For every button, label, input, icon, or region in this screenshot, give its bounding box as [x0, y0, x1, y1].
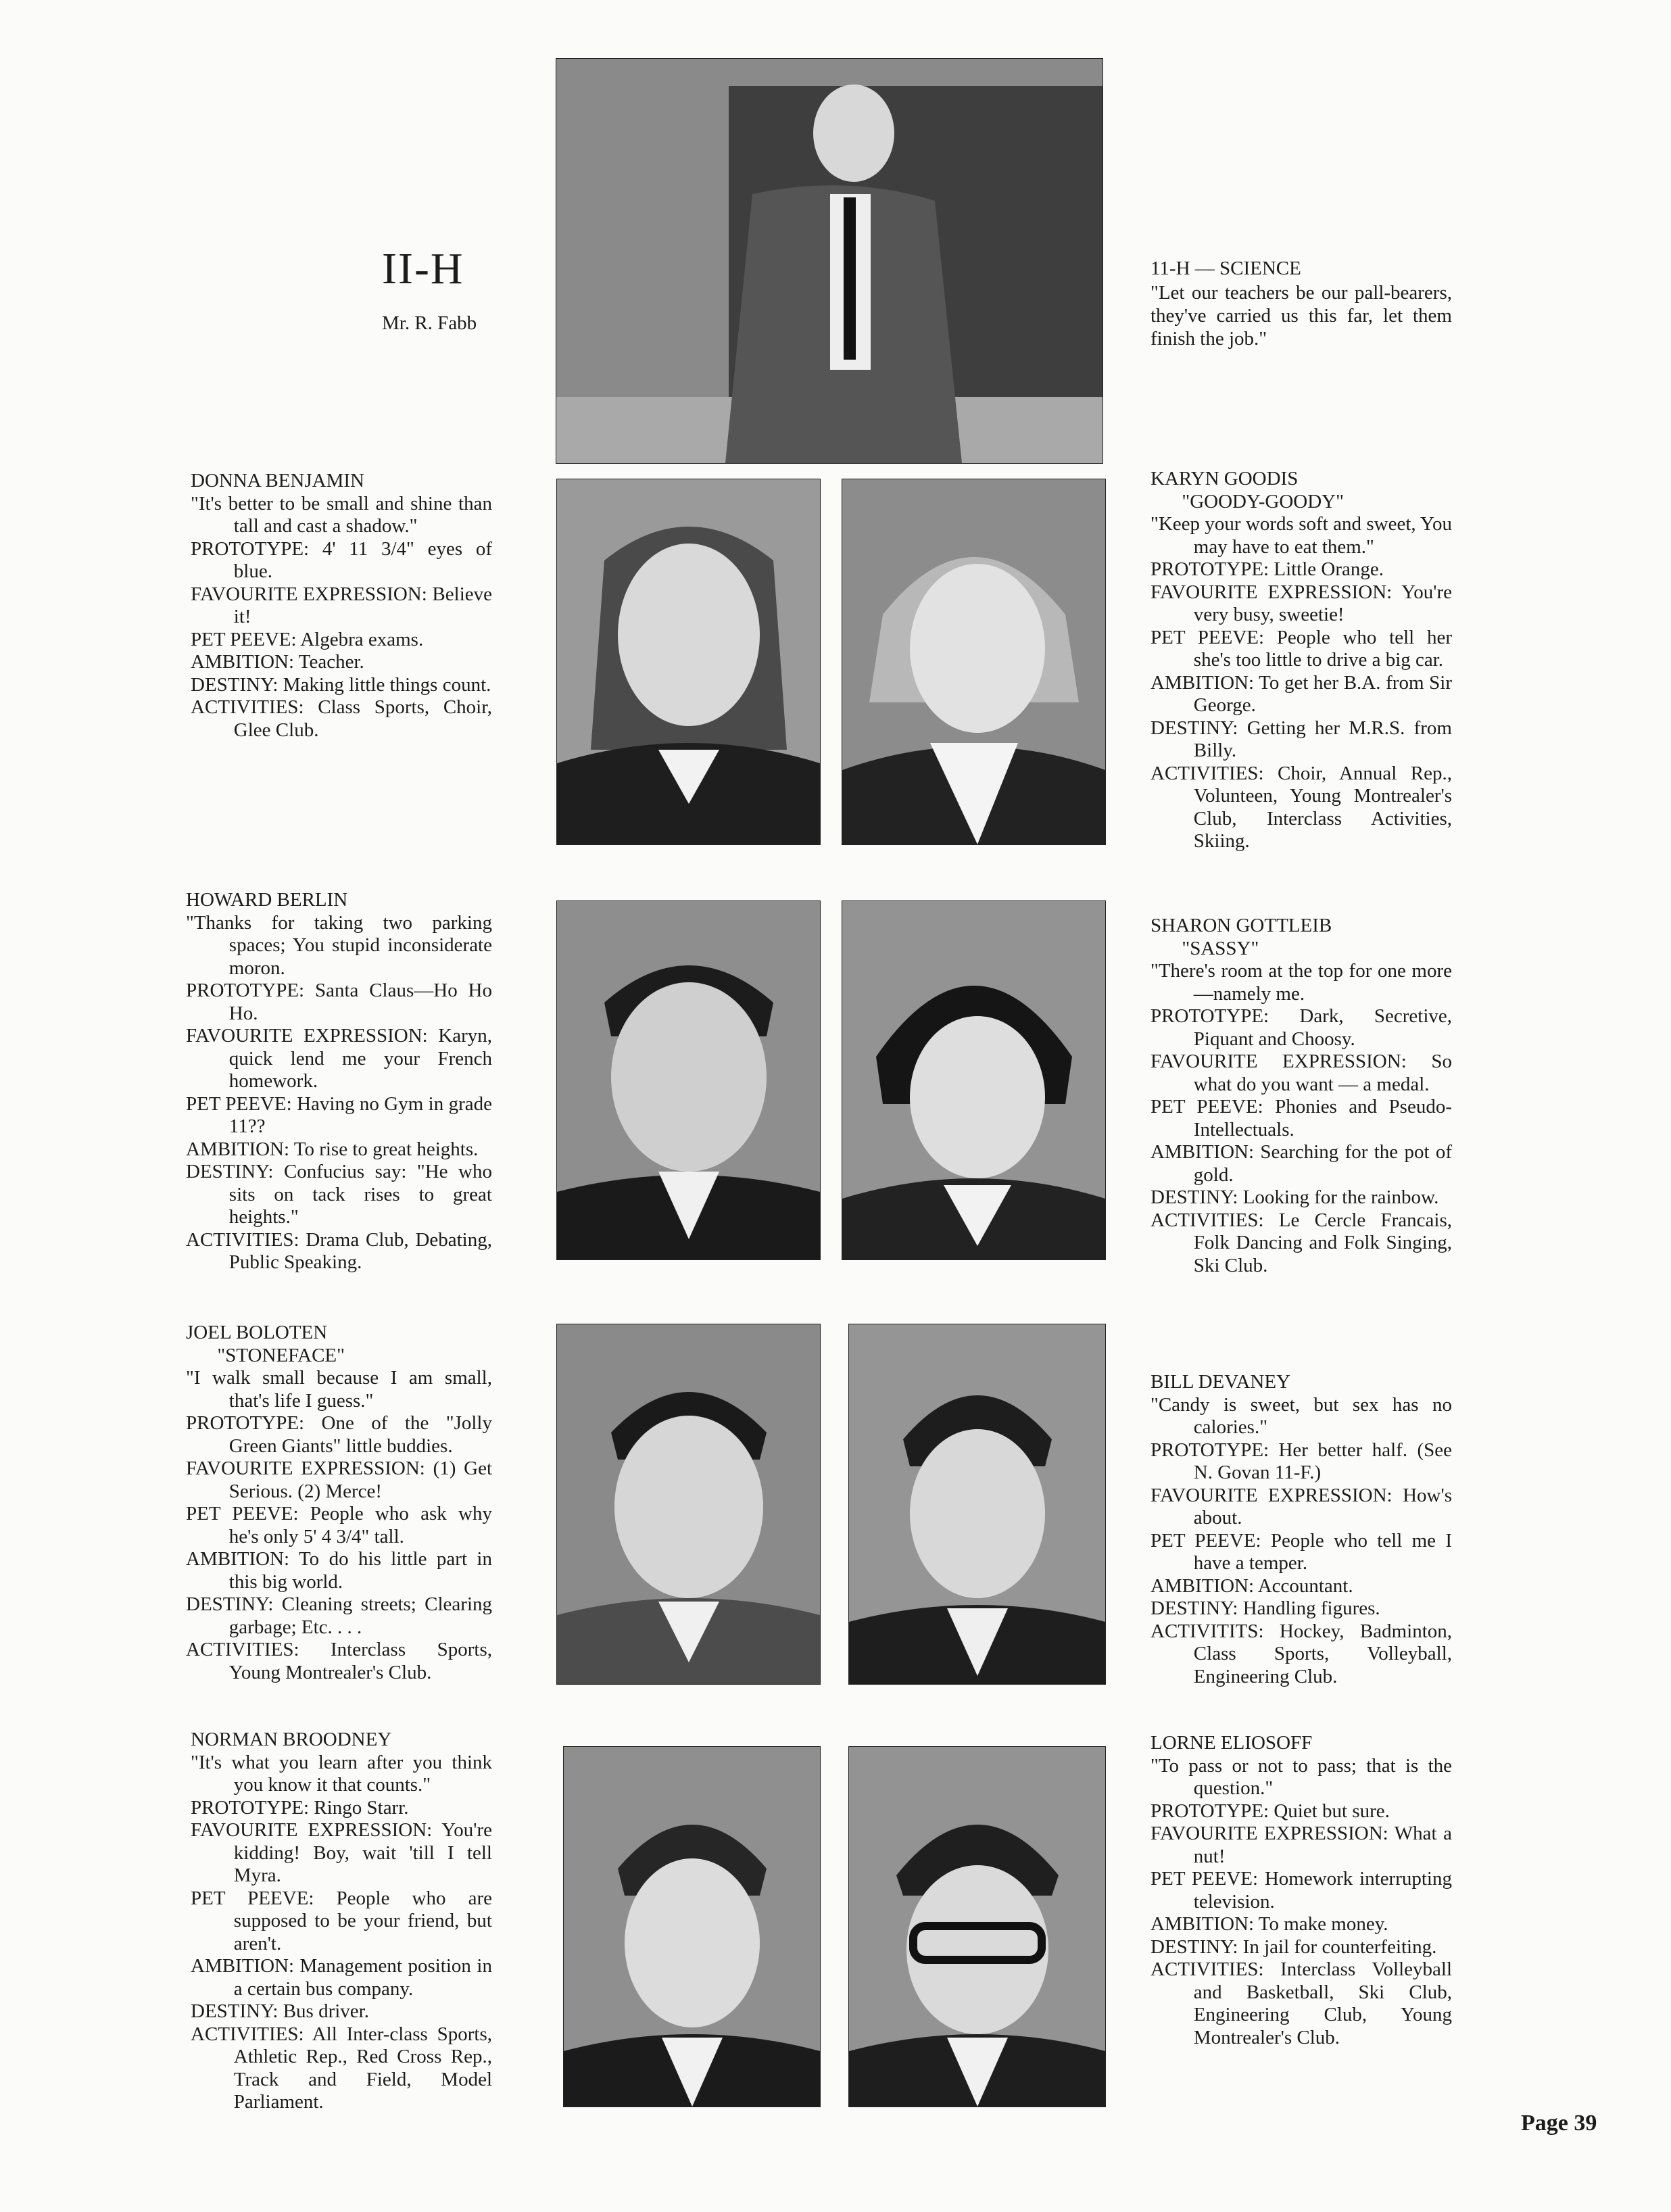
student-name: LORNE ELIOSOFF [1151, 1732, 1313, 1754]
bio-broodney [191, 1729, 492, 2114]
student-photo [563, 1746, 821, 2107]
destiny: DESTINY: Making little things count. [191, 673, 491, 696]
student-name: DONNA BENJAMIN [191, 470, 364, 491]
activities: ACTIVITITS: Hockey, Badminton, Class Sports, Volleyball, Engineering Club. [1151, 1620, 1452, 1687]
ambition: AMBITION: Teacher. [191, 651, 364, 673]
prototype: PROTOTYPE: One of the "Jolly Green Giants" little buddies. [186, 1412, 492, 1457]
teacher-name: Mr. R. Fabb [382, 312, 477, 334]
activities: ACTIVITIES: Drama Club, Debating, Public Speaking. [186, 1228, 492, 1273]
pet-peeve: PET PEEVE: People who are supposed to be your friend, but aren't. [191, 1887, 492, 1954]
prototype: PROTOTYPE: Quiet but sure. [1151, 1800, 1390, 1822]
student-photo [556, 1324, 821, 1685]
student-name: SHARON GOTTLEIB [1151, 915, 1332, 936]
favourite-expression: FAVOURITE EXPRESSION: How's about. [1151, 1484, 1452, 1529]
activities: ACTIVITIES: Interclass Sports, Young Montrealer's Club. [186, 1639, 492, 1683]
ambition: AMBITION: To get her B.A. from Sir George. [1151, 671, 1452, 716]
bio-berlin [186, 889, 492, 1274]
pet-peeve: PET PEEVE: Algebra exams. [191, 628, 424, 650]
student-name: NORMAN BROODNEY [191, 1729, 392, 1750]
bio-benjamin [191, 470, 492, 742]
prototype: PROTOTYPE: 4' 11 3/4" eyes of blue. [191, 537, 492, 582]
student-name: HOWARD BERLIN [186, 889, 348, 911]
ambition: AMBITION: Searching for the pot of gold. [1151, 1141, 1452, 1186]
bio-goodis [1151, 468, 1452, 853]
ambition: AMBITION: Accountant. [1151, 1574, 1353, 1597]
class-title: II-H [382, 244, 464, 293]
activities: ACTIVITIES: Class Sports, Choir, Glee Club. [191, 696, 492, 741]
page-number: Page 39 [1521, 2111, 1597, 2136]
pet-peeve: PET PEEVE: People who tell her she's too little to drive a big car. [1151, 626, 1452, 671]
quote: "It's what you learn after you think you know it that counts." [191, 1751, 492, 1796]
class-motto: "Let our teachers be our pall-bearers, they've carried us this far, let them finish the job." [1151, 282, 1452, 350]
student-name: JOEL BOLOTEN [186, 1322, 328, 1343]
ambition: AMBITION: Management position in a certain bus company. [191, 1955, 492, 2000]
nickname: "SASSY" [1182, 937, 1259, 959]
bio-devaney [1151, 1371, 1452, 1688]
quote: "To pass or not to pass; that is the question." [1151, 1754, 1452, 1799]
prototype: PROTOTYPE: Ringo Starr. [191, 1796, 409, 1819]
pet-peeve: PET PEEVE: Homework interrupting television. [1151, 1868, 1452, 1913]
destiny: DESTINY: Looking for the rainbow. [1151, 1186, 1439, 1208]
student-photo [842, 479, 1106, 845]
activities: ACTIVITIES: All Inter-class Sports, Athletic Rep., Red Cross Rep., Track and Field, Model Parliament. [191, 2023, 492, 2113]
pet-peeve: PET PEEVE: Having no Gym in grade 11?? [186, 1092, 492, 1137]
student-photo [556, 900, 821, 1260]
student-photo [842, 900, 1106, 1260]
ambition: AMBITION: To make money. [1151, 1913, 1388, 1935]
destiny: DESTINY: Handling figures. [1151, 1597, 1380, 1619]
bio-eliosoff [1151, 1732, 1452, 2049]
student-photo [848, 1324, 1106, 1685]
destiny: DESTINY: In jail for counterfeiting. [1151, 1936, 1437, 1958]
quote: "Thanks for taking two parking spaces; You stupid inconsiderate moron. [186, 911, 492, 979]
nickname: "STONEFACE" [217, 1344, 345, 1366]
destiny: DESTINY: Confucius say: "He who sits on tack rises to great heights." [186, 1161, 492, 1228]
pet-peeve: PET PEEVE: Phonies and Pseudo-Intellectuals. [1151, 1096, 1452, 1140]
activities: ACTIVITIES: Choir, Annual Rep., Volunteen, Young Montrealer's Club, Interclass Activities, Skiing. [1151, 762, 1452, 852]
favourite-expression: FAVOURITE EXPRESSION: You're very busy, sweetie! [1151, 581, 1452, 625]
ambition: AMBITION: To rise to great heights. [186, 1138, 479, 1160]
activities: ACTIVITIES: Le Cercle Francais, Folk Dancing and Folk Singing, Ski Club. [1151, 1209, 1452, 1276]
bio-gottleib [1151, 915, 1452, 1277]
pet-peeve: PET PEEVE: People who tell me I have a temper. [1151, 1529, 1452, 1574]
prototype: PROTOTYPE: Little Orange. [1151, 558, 1384, 580]
student-photo [848, 1746, 1106, 2107]
prototype: PROTOTYPE: Her better half. (See N. Govan 11-F.) [1151, 1439, 1452, 1483]
destiny: DESTINY: Bus driver. [191, 2000, 369, 2022]
prototype: PROTOTYPE: Dark, Secretive, Piquant and Choosy. [1151, 1005, 1452, 1050]
destiny: DESTINY: Cleaning streets; Clearing garbage; Etc. . . . [186, 1593, 492, 1638]
pet-peeve: PET PEEVE: People who ask why he's only 5' 4 3/4" tall. [186, 1503, 492, 1547]
destiny: DESTINY: Getting her M.R.S. from Billy. [1151, 717, 1452, 761]
favourite-expression: FAVOURITE EXPRESSION: So what do you want — a medal. [1151, 1051, 1452, 1095]
quote: "Keep your words soft and sweet, You may have to eat them." [1151, 513, 1452, 558]
student-name: BILL DEVANEY [1151, 1371, 1291, 1393]
ambition: AMBITION: To do his little part in this big world. [186, 1548, 492, 1593]
quote: "I walk small because I am small, that's life I guess." [186, 1367, 492, 1412]
teacher-photo [556, 58, 1103, 464]
bio-boloten [186, 1322, 492, 1684]
nickname: "GOODY-GOODY" [1182, 490, 1344, 512]
student-name: KARYN GOODIS [1151, 468, 1299, 489]
favourite-expression: FAVOURITE EXPRESSION: What a nut! [1151, 1823, 1452, 1867]
student-photo [556, 479, 821, 845]
quote: "There's room at the top for one more—namely me. [1151, 960, 1452, 1005]
quote: "Candy is sweet, but sex has no calories." [1151, 1393, 1452, 1438]
favourite-expression: FAVOURITE EXPRESSION: Believe it! [191, 583, 492, 627]
prototype: PROTOTYPE: Santa Claus—Ho Ho Ho. [186, 980, 492, 1024]
quote: "It's better to be small and shine than tall and cast a shadow." [191, 492, 492, 537]
favourite-expression: FAVOURITE EXPRESSION: You're kidding! Boy, wait 'till I tell Myra. [191, 1819, 492, 1886]
favourite-expression: FAVOURITE EXPRESSION: (1) Get Serious. (2) Merce! [186, 1458, 492, 1502]
activities: ACTIVITIES: Interclass Volleyball and Basketball, Ski Club, Engineering Club, Young Montrealer's Club. [1151, 1958, 1452, 2048]
favourite-expression: FAVOURITE EXPRESSION: Karyn, quick lend me your French homework. [186, 1025, 492, 1092]
motto-title: 11-H — SCIENCE [1151, 258, 1301, 279]
